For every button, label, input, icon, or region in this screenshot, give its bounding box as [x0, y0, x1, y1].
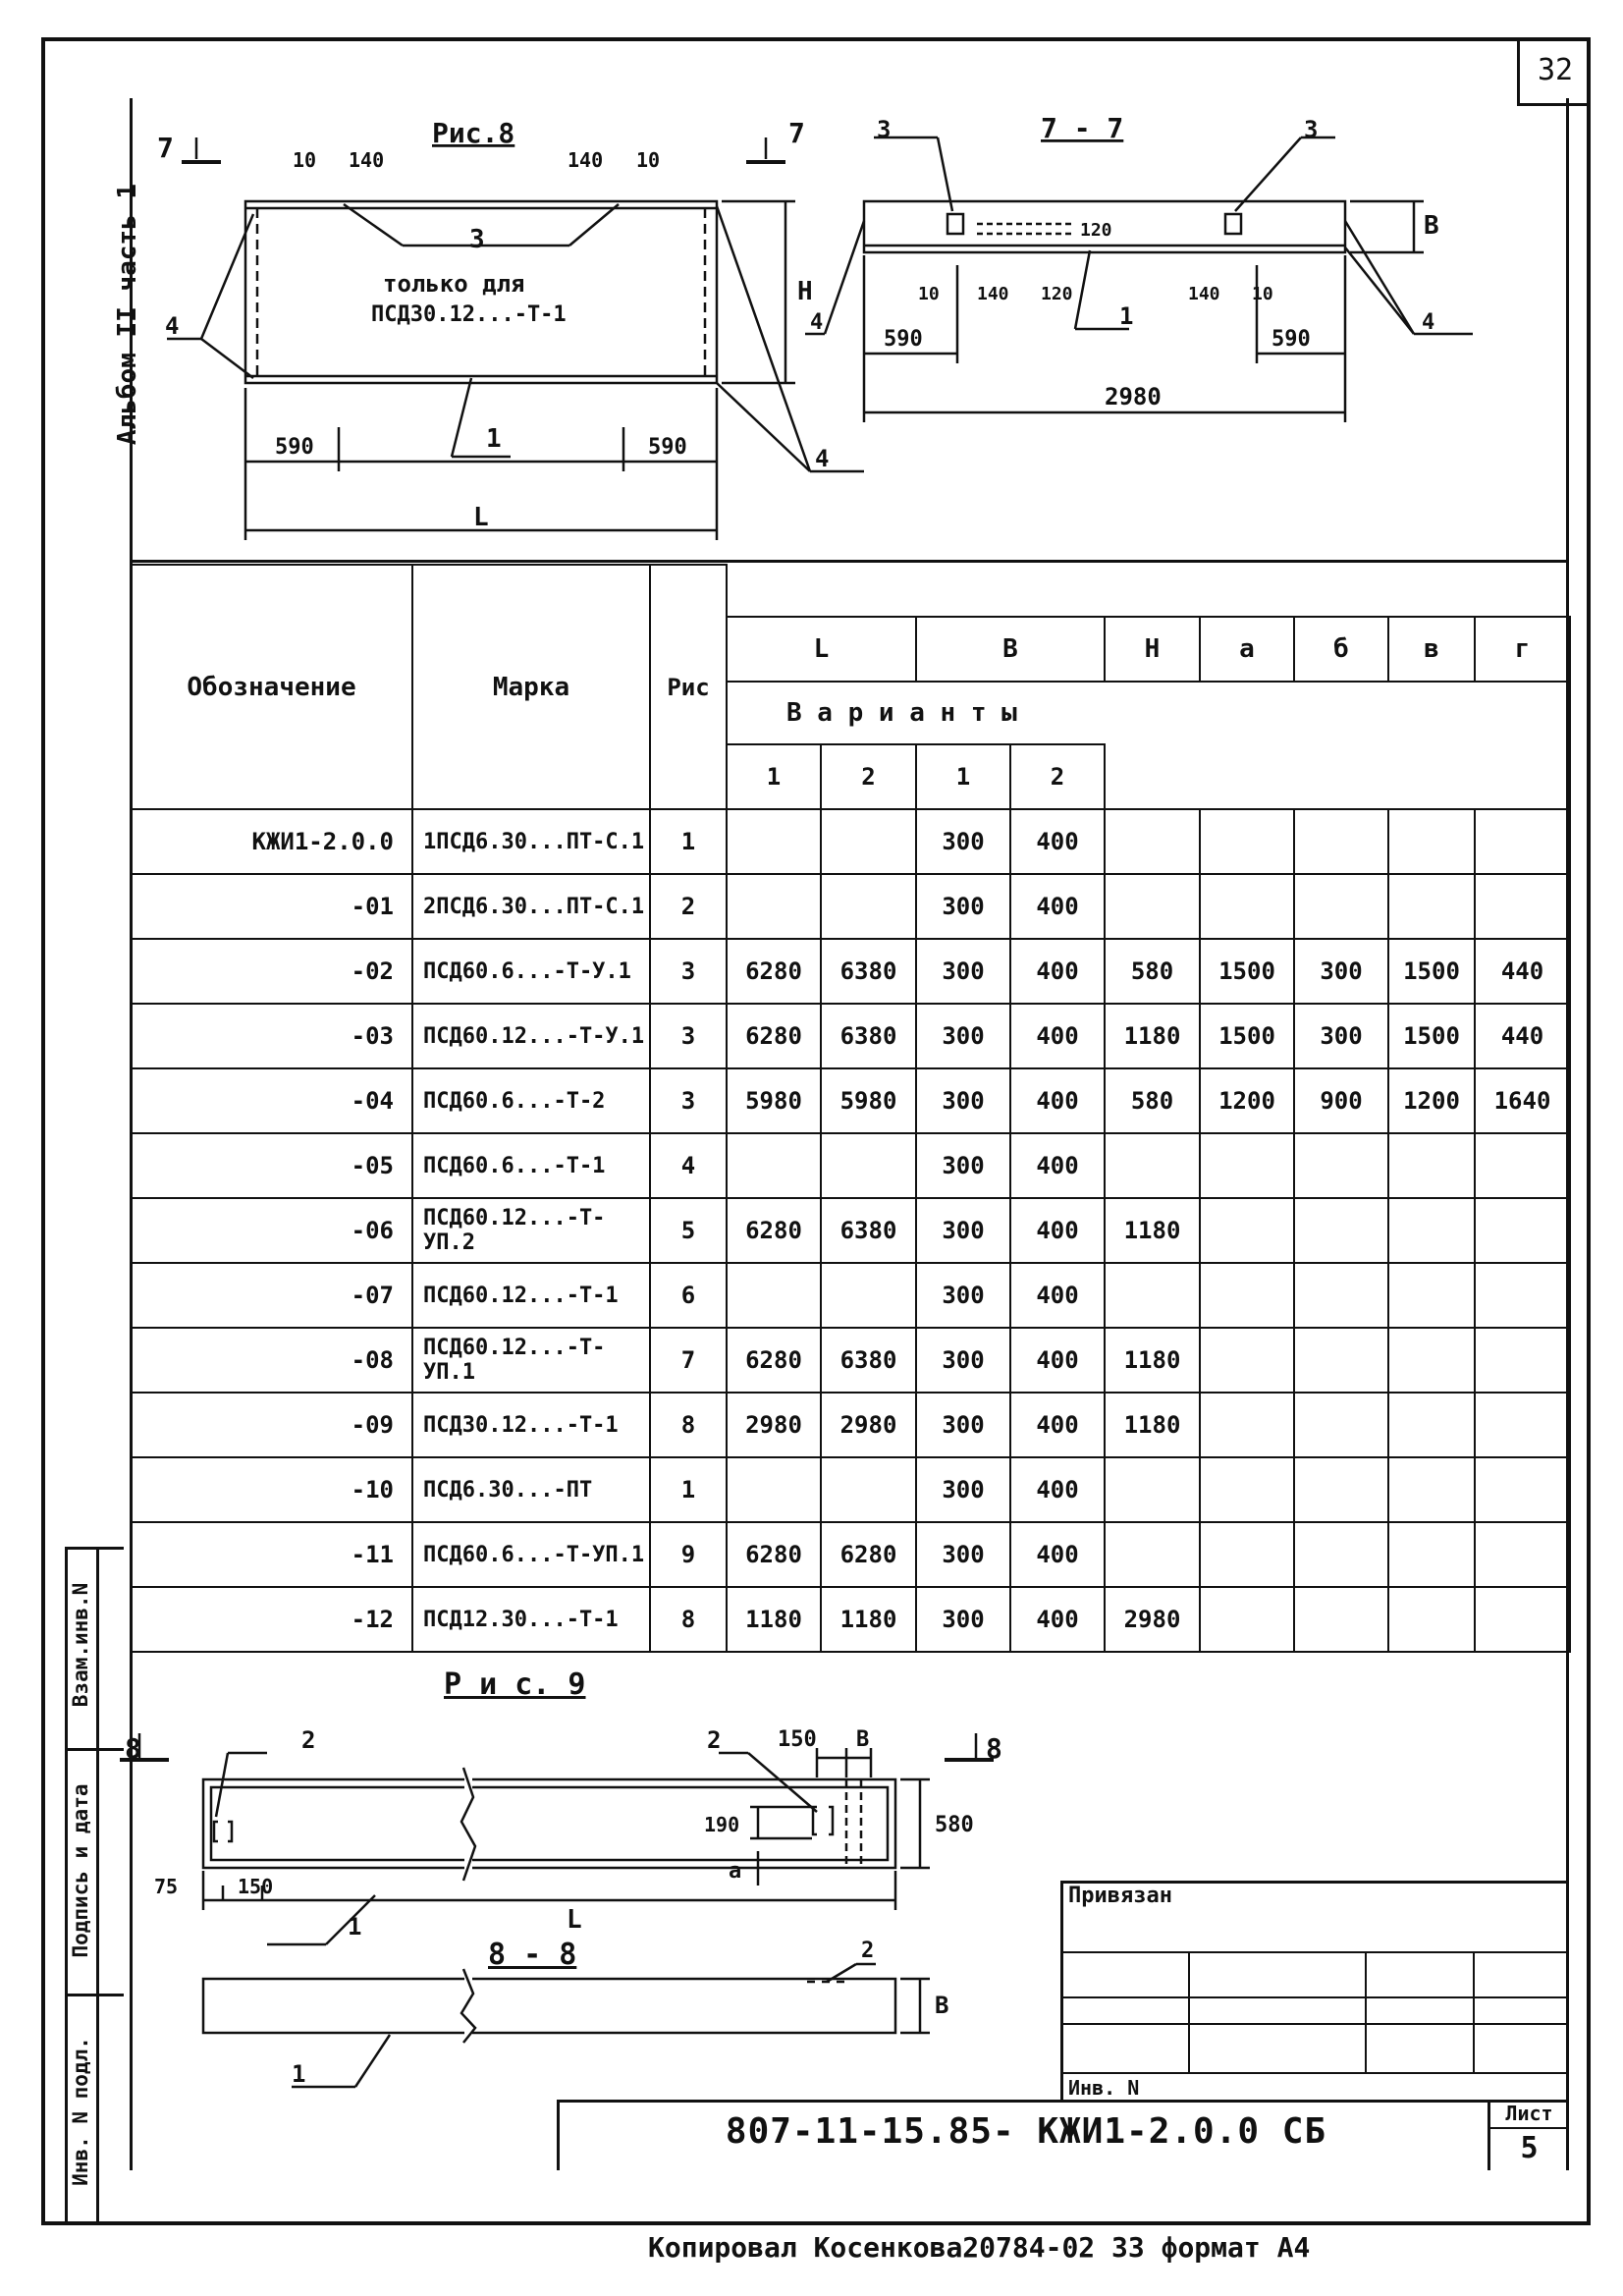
cell-B1: 300	[916, 1328, 1010, 1393]
cell-B1: 300	[916, 1393, 1010, 1457]
cell-a	[1200, 1522, 1294, 1587]
cell-b	[1294, 1133, 1388, 1198]
cell-designation: -08	[131, 1328, 412, 1393]
fig8-callout-3: 3	[469, 225, 485, 254]
cell-designation: -12	[131, 1587, 412, 1652]
th-variants: В а р и а н т ы	[727, 682, 1570, 744]
cell-B1: 300	[916, 874, 1010, 939]
cell-g: 1640	[1475, 1068, 1570, 1133]
fig9-callout-2-right: 2	[707, 1726, 722, 1754]
table-row	[131, 1393, 1570, 1457]
cell-designation: -09	[131, 1393, 412, 1457]
fig8-callout-1: 1	[486, 424, 502, 454]
cell-L2: 6280	[821, 1522, 916, 1587]
cell-b	[1294, 1263, 1388, 1328]
fig9-dim-75: 75	[154, 1875, 179, 1898]
cell-L2	[821, 809, 916, 874]
cell-B2: 400	[1010, 1393, 1105, 1457]
th-L-v1: 1	[727, 744, 821, 809]
cell-mark: ПСД60.6...-Т-У.1	[412, 939, 650, 1004]
cell-fig: 6	[650, 1263, 727, 1328]
cell-B2: 400	[1010, 874, 1105, 939]
cell-B1: 300	[916, 1457, 1010, 1522]
fig9-marker-left: 8	[125, 1732, 141, 1765]
th-B-v1: 1	[916, 744, 1010, 809]
stamp-signature-date: Подпись и дата	[69, 1783, 92, 1958]
fig8-dim-L: L	[473, 503, 489, 532]
fig8-title: Рис.8	[432, 117, 515, 149]
cell-v	[1388, 809, 1475, 874]
cell-B1: 300	[916, 1068, 1010, 1133]
section77-callout-1: 1	[1119, 302, 1134, 330]
cell-designation: -02	[131, 939, 412, 1004]
cell-L1: 6280	[727, 1328, 821, 1393]
cell-L2: 1180	[821, 1587, 916, 1652]
cell-g	[1475, 1263, 1570, 1328]
th-L-v2: 2	[821, 744, 916, 809]
cell-designation: -04	[131, 1068, 412, 1133]
cell-H	[1105, 874, 1200, 939]
cell-B1: 300	[916, 809, 1010, 874]
fig9-dim-150-bottom: 150	[238, 1875, 274, 1898]
cell-b	[1294, 1328, 1388, 1393]
section88-title: 8 - 8	[488, 1938, 577, 1972]
cell-mark: ПСД30.12...-Т-1	[412, 1393, 650, 1457]
cell-mark: ПСД60.6...-Т-1	[412, 1133, 650, 1198]
cell-b	[1294, 1198, 1388, 1263]
th-fig: Рис	[650, 565, 727, 809]
fig8-marker-left: 7	[157, 132, 174, 164]
cell-mark: ПСД60.12...-Т-У.1	[412, 1004, 650, 1068]
section77-dim-120-upper: 120	[1080, 220, 1112, 241]
th-b: б	[1294, 617, 1388, 682]
cell-fig: 1	[650, 809, 727, 874]
cell-g	[1475, 1133, 1570, 1198]
cell-v: 1500	[1388, 1004, 1475, 1068]
cell-a	[1200, 1133, 1294, 1198]
cell-L1: 1180	[727, 1587, 821, 1652]
cell-g	[1475, 1457, 1570, 1522]
th-L: L	[727, 617, 916, 682]
cell-L1: 6280	[727, 1522, 821, 1587]
cell-B2: 400	[1010, 1457, 1105, 1522]
cell-g	[1475, 1328, 1570, 1393]
cell-fig: 1	[650, 1457, 727, 1522]
cell-B1: 300	[916, 1198, 1010, 1263]
cell-L2: 2980	[821, 1393, 916, 1457]
cell-mark: ПСД60.6...-Т-УП.1	[412, 1522, 650, 1587]
cell-fig: 3	[650, 1004, 727, 1068]
cell-b: 300	[1294, 939, 1388, 1004]
section77-callout-3-right: 3	[1304, 116, 1319, 143]
cell-mark: ПСД60.12...-Т-УП.2	[412, 1198, 650, 1263]
footer-copier: Косенкова	[813, 2231, 963, 2264]
cell-mark: 1ПСД6.30...ПТ-С.1	[412, 809, 650, 874]
cell-B2: 400	[1010, 1133, 1105, 1198]
th-a: а	[1200, 617, 1294, 682]
cell-B2: 400	[1010, 1522, 1105, 1587]
fig9-title: Р и с. 9	[444, 1667, 586, 1702]
fig9-callout-1: 1	[348, 1913, 362, 1941]
cell-B1: 300	[916, 1587, 1010, 1652]
cell-mark: ПСД6.30...-ПТ	[412, 1457, 650, 1522]
table-row	[131, 939, 1570, 1004]
cell-a	[1200, 1393, 1294, 1457]
spec-table	[130, 564, 1571, 1653]
table-row	[131, 874, 1570, 939]
cell-v	[1388, 874, 1475, 939]
cell-v	[1388, 1587, 1475, 1652]
fig9-callout-2-left: 2	[301, 1726, 316, 1754]
cell-b: 300	[1294, 1004, 1388, 1068]
tied-block	[1060, 1881, 1569, 2102]
cell-B2: 400	[1010, 1198, 1105, 1263]
bottom-drawings	[125, 1650, 1072, 2170]
fig8-dim-590-left: 590	[275, 435, 314, 460]
cell-b	[1294, 1587, 1388, 1652]
section77-callout-4-right: 4	[1422, 310, 1435, 335]
cell-B1: 300	[916, 1263, 1010, 1328]
cell-a	[1200, 1587, 1294, 1652]
cell-L2	[821, 1457, 916, 1522]
cell-B2: 400	[1010, 1328, 1105, 1393]
cell-L2: 5980	[821, 1068, 916, 1133]
fig9-plate	[203, 1779, 895, 1868]
section88-plate	[203, 1979, 895, 2033]
cell-H: 1180	[1105, 1198, 1200, 1263]
cell-L1	[727, 874, 821, 939]
section77-dim-B: В	[1424, 211, 1439, 241]
cell-mark: ПСД60.12...-Т-1	[412, 1263, 650, 1328]
cell-L1: 6280	[727, 1198, 821, 1263]
fig8-callout-4-left: 4	[165, 312, 180, 340]
stamp-original-inv: Инв. N подл.	[69, 2037, 92, 2186]
fig9-dim-a: а	[729, 1859, 742, 1884]
footer	[648, 2231, 1310, 2264]
cell-B1: 300	[916, 939, 1010, 1004]
section77-dim-10-left: 10	[918, 284, 940, 304]
fig9-dim-L: L	[567, 1905, 582, 1935]
cell-H: 1180	[1105, 1328, 1200, 1393]
cell-B2: 400	[1010, 1068, 1105, 1133]
section77-dim-590-left: 590	[884, 327, 923, 352]
inv-label: Инв. N	[1068, 2076, 1140, 2100]
cell-v	[1388, 1198, 1475, 1263]
cell-fig: 9	[650, 1522, 727, 1587]
cell-a	[1200, 1198, 1294, 1263]
cell-fig: 8	[650, 1587, 727, 1652]
cell-L1: 6280	[727, 1004, 821, 1068]
section77-title: 7 - 7	[1041, 112, 1124, 144]
fig8-dim-10-right: 10	[636, 148, 661, 172]
cell-v	[1388, 1133, 1475, 1198]
cell-g	[1475, 1522, 1570, 1587]
fig8-dim-590-right: 590	[648, 435, 687, 460]
footer-copied: Копировал	[648, 2231, 797, 2264]
cell-H	[1105, 809, 1200, 874]
table-row	[131, 1004, 1570, 1068]
cell-B2: 400	[1010, 1587, 1105, 1652]
cell-fig: 5	[650, 1198, 727, 1263]
cell-g	[1475, 809, 1570, 874]
table-row	[131, 1198, 1570, 1263]
cell-B1: 300	[916, 1133, 1010, 1198]
cell-b	[1294, 1393, 1388, 1457]
cell-g	[1475, 1587, 1570, 1652]
cell-v	[1388, 1393, 1475, 1457]
table-row	[131, 1328, 1570, 1393]
cell-H: 580	[1105, 939, 1200, 1004]
cell-g: 440	[1475, 939, 1570, 1004]
cell-L2	[821, 874, 916, 939]
sheet-value: 5	[1520, 2131, 1539, 2165]
cell-L2: 6380	[821, 1004, 916, 1068]
cell-L2: 6380	[821, 1328, 916, 1393]
cell-v	[1388, 1457, 1475, 1522]
section88-callout-2: 2	[861, 1939, 875, 1963]
cell-B1: 300	[916, 1004, 1010, 1068]
fig9-dim-190: 190	[704, 1813, 740, 1836]
cell-L2: 6380	[821, 1198, 916, 1263]
th-B: В	[916, 617, 1105, 682]
cell-a	[1200, 1263, 1294, 1328]
footer-order-sheet: 33	[1111, 2231, 1145, 2264]
fig8-dim-140-left: 140	[349, 148, 385, 172]
table-row	[131, 1457, 1570, 1522]
cell-a	[1200, 1457, 1294, 1522]
cell-v	[1388, 1522, 1475, 1587]
stamp-replacement-inv: Взам.инв.N	[69, 1582, 92, 1708]
cell-B2: 400	[1010, 1263, 1105, 1328]
th-H: Н	[1105, 617, 1200, 682]
cell-mark: ПСД60.6...-Т-2	[412, 1068, 650, 1133]
cell-mark: 2ПСД6.30...ПТ-С.1	[412, 874, 650, 939]
section88-dim-B: В	[935, 1992, 949, 2019]
fig9-dim-150-top: 150	[778, 1727, 817, 1752]
th-v: в	[1388, 617, 1475, 682]
th-g: г	[1475, 617, 1570, 682]
document-code: 807-11-15.85- КЖИ1-2.0.0 СБ	[725, 2111, 1327, 2152]
cell-L1: 6280	[727, 939, 821, 1004]
cell-v	[1388, 1328, 1475, 1393]
fig9-marker-right: 8	[986, 1732, 1002, 1765]
section77-dim-120-lower: 120	[1041, 284, 1073, 304]
cell-designation: -11	[131, 1522, 412, 1587]
cell-designation: КЖИ1-2.0.0	[131, 809, 412, 874]
cell-g	[1475, 874, 1570, 939]
cell-L2	[821, 1263, 916, 1328]
cell-a: 1500	[1200, 939, 1294, 1004]
cell-fig: 7	[650, 1328, 727, 1393]
cell-a	[1200, 1328, 1294, 1393]
cell-a: 1500	[1200, 1004, 1294, 1068]
footer-order: 20784-02	[962, 2231, 1096, 2264]
cell-b	[1294, 874, 1388, 939]
section77-dim-2980: 2980	[1105, 383, 1162, 410]
cell-L2	[821, 1133, 916, 1198]
cell-designation: -07	[131, 1263, 412, 1328]
cell-a: 1200	[1200, 1068, 1294, 1133]
cell-H	[1105, 1457, 1200, 1522]
fig8-only-for-mark: ПСД30.12...-Т-1	[371, 302, 567, 327]
cell-b	[1294, 1522, 1388, 1587]
cell-H: 580	[1105, 1068, 1200, 1133]
cell-fig: 3	[650, 939, 727, 1004]
cell-L1: 5980	[727, 1068, 821, 1133]
fig8-dim-H: H	[797, 277, 813, 306]
fig9-dim-580: 580	[935, 1813, 974, 1837]
th-designation: Обозначение	[131, 565, 412, 809]
cell-v	[1388, 1263, 1475, 1328]
fig8-callout-4-right: 4	[815, 445, 830, 472]
footer-format: формат А4	[1161, 2231, 1311, 2264]
cell-H	[1105, 1522, 1200, 1587]
album-label: Альбом II часть 1	[113, 183, 142, 446]
cell-designation: -06	[131, 1198, 412, 1263]
cell-fig: 3	[650, 1068, 727, 1133]
section77-dim-140-left: 140	[977, 284, 1009, 304]
sheet-number: 32	[1517, 37, 1591, 106]
cell-B2: 400	[1010, 939, 1105, 1004]
table-row	[131, 1587, 1570, 1652]
section77-dim-590-right: 590	[1271, 327, 1311, 352]
section88-callout-1: 1	[292, 2060, 306, 2088]
fig8-dim-10-left: 10	[293, 148, 317, 172]
cell-B1: 300	[916, 1522, 1010, 1587]
cell-H	[1105, 1263, 1200, 1328]
cell-designation: -03	[131, 1004, 412, 1068]
cell-L2: 6380	[821, 939, 916, 1004]
table-row	[131, 1133, 1570, 1198]
cell-g	[1475, 1393, 1570, 1457]
fig9-dim-B-top: В	[856, 1727, 870, 1752]
top-drawings	[0, 0, 1623, 560]
cell-L1	[727, 1133, 821, 1198]
cell-H: 2980	[1105, 1587, 1200, 1652]
cell-H: 1180	[1105, 1004, 1200, 1068]
spec-rows	[131, 809, 1570, 1652]
cell-B2: 400	[1010, 1004, 1105, 1068]
cell-a	[1200, 874, 1294, 939]
th-mark: Марка	[412, 565, 650, 809]
section77-dim-10-right: 10	[1252, 284, 1273, 304]
cell-fig: 8	[650, 1393, 727, 1457]
sheet-label: Лист	[1505, 2102, 1553, 2125]
tied-label: Привязан	[1068, 1884, 1172, 1908]
table-row	[131, 809, 1570, 874]
cell-designation: -05	[131, 1133, 412, 1198]
fig8-dim-140-right: 140	[568, 148, 604, 172]
table-row	[131, 1522, 1570, 1587]
cell-designation: -10	[131, 1457, 412, 1522]
table-row	[131, 1068, 1570, 1133]
cell-fig: 2	[650, 874, 727, 939]
section77-callout-3-left: 3	[877, 116, 892, 143]
th-B-v2: 2	[1010, 744, 1105, 809]
cell-L1	[727, 1457, 821, 1522]
cell-designation: -01	[131, 874, 412, 939]
table-row	[131, 1263, 1570, 1328]
cell-fig: 4	[650, 1133, 727, 1198]
cell-L1	[727, 809, 821, 874]
cell-b: 900	[1294, 1068, 1388, 1133]
cell-v: 1200	[1388, 1068, 1475, 1133]
cell-g: 440	[1475, 1004, 1570, 1068]
section77-callout-4-left: 4	[810, 310, 824, 335]
cell-a	[1200, 809, 1294, 874]
cell-B2: 400	[1010, 809, 1105, 874]
cell-g	[1475, 1198, 1570, 1263]
section77-dim-140-right: 140	[1188, 284, 1220, 304]
cell-H	[1105, 1133, 1200, 1198]
cell-L1: 2980	[727, 1393, 821, 1457]
cell-b	[1294, 809, 1388, 874]
cell-L1	[727, 1263, 821, 1328]
fig8-marker-right: 7	[788, 117, 805, 149]
cell-mark: ПСД60.12...-Т-УП.1	[412, 1328, 650, 1393]
cell-mark: ПСД12.30...-Т-1	[412, 1587, 650, 1652]
fig8-only-for: только для	[383, 270, 525, 298]
cell-b	[1294, 1457, 1388, 1522]
cell-v: 1500	[1388, 939, 1475, 1004]
cell-H: 1180	[1105, 1393, 1200, 1457]
